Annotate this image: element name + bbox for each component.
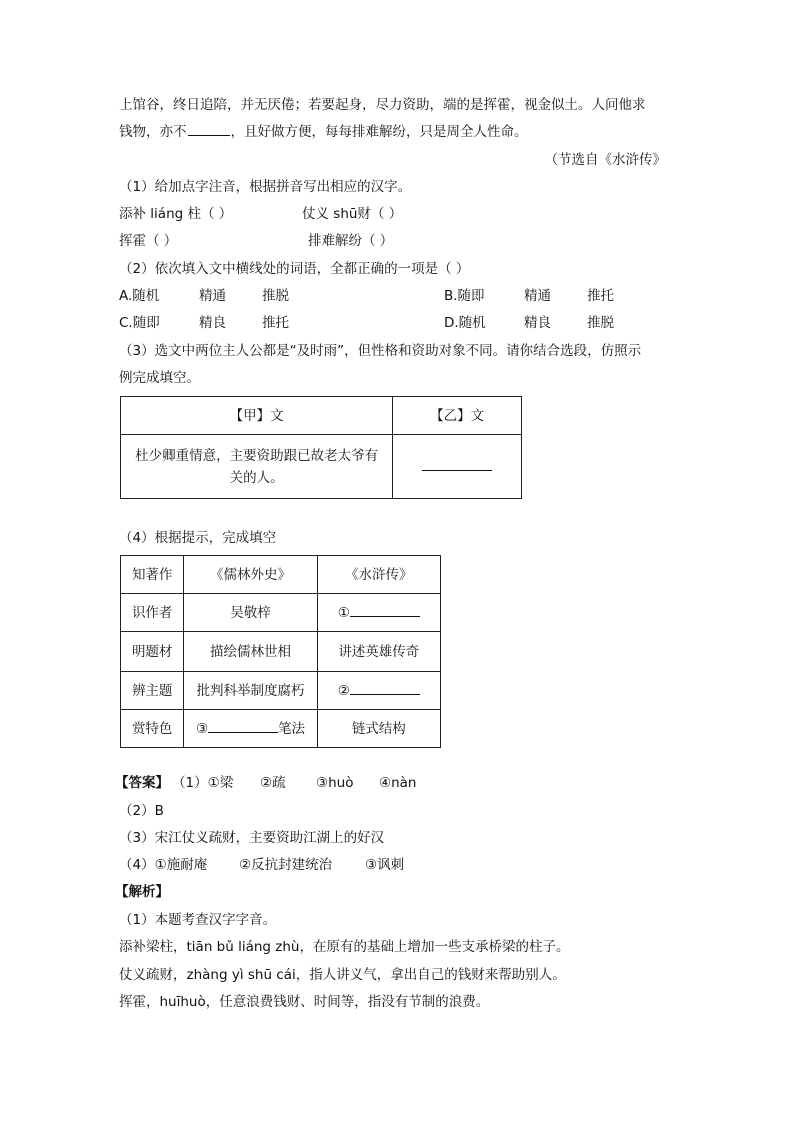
- q1-item-4: 排难解纷（ ）: [308, 233, 394, 249]
- q3-table: [120, 396, 522, 499]
- q2-option-a-1: A.随机: [119, 288, 160, 304]
- answer-4-c: ③讽刺: [365, 857, 405, 873]
- q3-cell-jia: [121, 435, 393, 499]
- answer-3: （3）宋江仗义疏财，主要资助江湖上的好汉: [119, 830, 385, 846]
- passage-line-1: 上馆谷，终日追陪，并无厌倦；若要起身，尽力资助，端的是挥霍，视金似土。人问他求: [119, 97, 646, 113]
- q2-option-d-1: D.随机: [444, 315, 486, 331]
- q4-r3-c1: 明题材: [121, 632, 184, 672]
- answer-1-d: ④nàn: [379, 775, 417, 791]
- q2-option-a-2: 精通: [199, 288, 226, 304]
- q1-item-2: 仗义 shū财（ ）: [302, 206, 403, 222]
- q4-r2-c3[interactable]: [317, 594, 440, 632]
- q4-r2-c2: 吴敬梓: [184, 594, 317, 632]
- q4-blank-3[interactable]: [208, 719, 278, 733]
- q2-option-c-3: 推托: [262, 315, 289, 331]
- q1-title: （1）给加点字注音，根据拼音写出相应的汉字。: [119, 179, 412, 195]
- q2-option-c-2: 精良: [199, 315, 226, 331]
- q3-cell-yi[interactable]: [393, 435, 522, 499]
- q3-header-jia: 【甲】文: [121, 397, 393, 435]
- passage-line-2-end: ，且好做方便，每每排难解纷，只是周全人性命。: [230, 124, 528, 140]
- q4-r5-c3: 链式结构: [317, 710, 440, 748]
- q2-title: （2）依次填入文中横线处的词语，全都正确的一项是（ ）: [119, 261, 470, 277]
- q4-r5-c1: 赏特色: [121, 710, 184, 748]
- q3-header-yi: 【乙】文: [393, 397, 522, 435]
- analysis-line-3: 仗义疏财，zhàng yì shū cái，指人讲义气，拿出自己的钱财来帮助别人。: [119, 967, 566, 983]
- q4-table: [120, 555, 441, 748]
- q3-title-line-1: （3）选文中两位主人公都是“及时雨”，但性格和资助对象不同。请你结合选段，仿照示: [119, 343, 642, 359]
- q2-option-b-3: 推托: [587, 288, 614, 304]
- q4-r4-c3[interactable]: [317, 672, 440, 710]
- analysis-label: 【解析】: [115, 884, 169, 900]
- answer-1-a: （1）①梁: [172, 775, 234, 791]
- q4-blank-2[interactable]: [350, 681, 420, 695]
- answer-4-b: ②反抗封建统治: [239, 857, 333, 873]
- q4-r4-c1: 辨主题: [121, 672, 184, 710]
- q4-blank-2-label: ②: [337, 682, 350, 699]
- q4-title: （4）根据提示，完成填空: [119, 530, 277, 546]
- q2-option-a-3: 推脱: [262, 288, 289, 304]
- passage-source: （节选自《水浒传》: [544, 152, 666, 168]
- passage-blank[interactable]: [188, 122, 230, 136]
- answer-1-b: ②疏: [260, 775, 286, 791]
- q2-option-d-2: 精良: [524, 315, 551, 331]
- q3-title-line-2: 例完成填空。: [119, 370, 200, 386]
- q4-blank-1[interactable]: [350, 603, 420, 617]
- q4-r3-c3: 讲述英雄传奇: [317, 632, 440, 672]
- q1-item-3: 挥霍（ ）: [119, 233, 178, 249]
- q4-r3-c2: 描绘儒林世相: [184, 632, 317, 672]
- q4-r2-c1: 识作者: [121, 594, 184, 632]
- q1-item-1: 添补 liáng 柱（ ）: [119, 206, 233, 222]
- q2-option-b-1: B.随即: [444, 288, 485, 304]
- answer-label: 【答案】: [115, 775, 169, 791]
- answer-2: （2）B: [119, 803, 164, 819]
- answer-1-c: ③huò: [316, 775, 354, 791]
- q4-r4-c2: 批判科举制度腐朽: [184, 672, 317, 710]
- q2-option-d-3: 推脱: [587, 315, 614, 331]
- analysis-line-1: （1）本题考查汉字字音。: [119, 912, 277, 928]
- q4-blank-3-label: ③: [195, 720, 209, 737]
- q4-r5-c2[interactable]: [184, 710, 317, 748]
- q3-cell-jia-line-1: 杜少卿重情意，主要资助跟已故老太爷有: [135, 447, 379, 464]
- q2-option-c-1: C.随即: [119, 315, 160, 331]
- q4-blank-1-label: ①: [337, 604, 350, 621]
- q4-blank-3-suffix: 笔法: [278, 720, 306, 737]
- answer-4-a: （4）①施耐庵: [119, 857, 208, 873]
- passage-line-2-start: 钱物，亦不: [119, 124, 187, 140]
- q3-cell-jia-line-2: 关的人。: [229, 469, 284, 486]
- analysis-line-4: 挥霍，huīhuò，任意浪费钱财、时间等，指没有节制的浪费。: [119, 994, 490, 1010]
- q4-r1-c3: 《水浒传》: [317, 556, 440, 594]
- analysis-line-2: 添补梁柱，tiān bǔ liáng zhù，在原有的基础上增加一些支承桥梁的柱子。: [119, 939, 570, 955]
- q2-option-b-2: 精通: [524, 288, 551, 304]
- q3-answer-blank[interactable]: [422, 457, 492, 471]
- passage-line-2: [119, 122, 528, 142]
- q4-r1-c1: 知著作: [121, 556, 184, 594]
- q4-r1-c2: 《儒林外史》: [184, 556, 317, 594]
